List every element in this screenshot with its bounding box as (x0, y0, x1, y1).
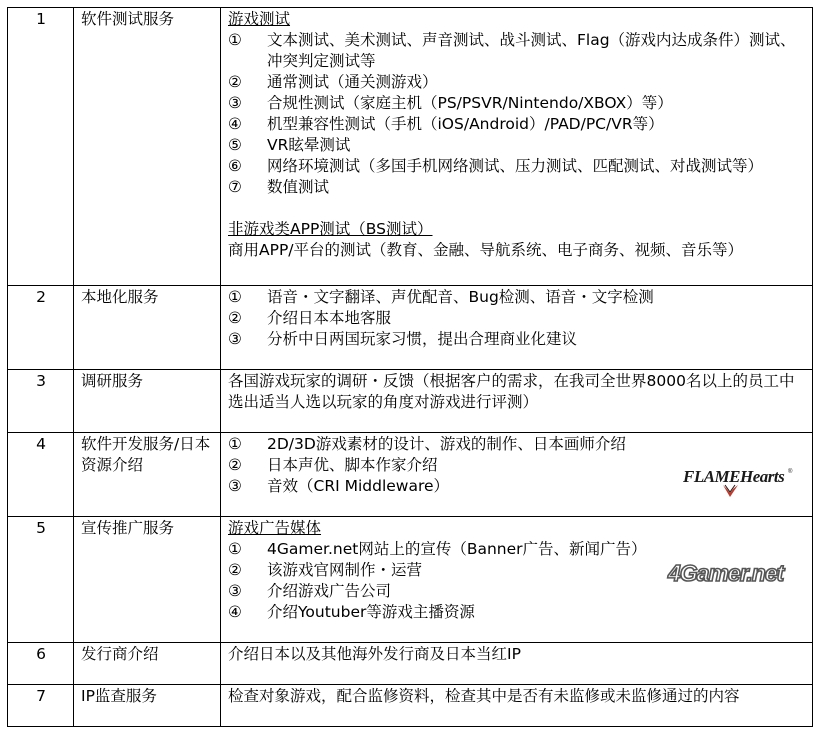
list-item-text: 通常测试（通关测游戏） (267, 73, 438, 91)
flamehearts-logo (681, 459, 799, 501)
service-content (221, 286, 813, 370)
list-marker: ⑥ (228, 157, 242, 175)
list-item-text: 该游戏官网制作・运营 (267, 561, 423, 579)
list-item (228, 329, 806, 350)
list-item (228, 156, 806, 177)
row-number: 7 (8, 685, 74, 727)
table-row (8, 8, 813, 286)
list-item-text: 4Gamer.net网站上的宣传（Banner广告、新闻广告） (267, 540, 647, 558)
service-name: 宣传推广服务 (74, 517, 221, 643)
list-item-text: 2D/3D游戏素材的设计、游戏的制作、日本画师介绍 (267, 435, 626, 453)
list-item (228, 177, 806, 198)
list-marker: ③ (228, 330, 242, 348)
row-number: 6 (8, 643, 74, 685)
list-item-text: 介绍游戏广告公司 (267, 582, 392, 600)
list-marker: ① (228, 540, 242, 558)
list-item-text: 数值测试 (267, 178, 330, 196)
list-item (228, 308, 806, 329)
list-marker: ② (228, 73, 242, 91)
service-content (221, 370, 813, 433)
list-marker: ③ (228, 477, 242, 495)
list-marker: ③ (228, 94, 242, 112)
svg-text:4Gamer.net: 4Gamer.net (668, 560, 784, 586)
service-content (221, 433, 813, 517)
list-marker: ① (228, 31, 242, 49)
list-marker: ① (228, 435, 242, 453)
list-item-text: 介绍Youtuber等游戏主播资源 (267, 603, 475, 621)
spacer (228, 198, 806, 219)
list-item (228, 114, 806, 135)
service-name: 软件测试服务 (74, 8, 221, 286)
table-row (8, 433, 813, 517)
services-table (7, 7, 813, 727)
list-item-text: 机型兼容性测试（手机（iOS/Android）/PAD/PC/VR等） (267, 115, 664, 133)
table-row (8, 643, 813, 685)
row-number: 3 (8, 370, 74, 433)
service-name: 发行商介绍 (74, 643, 221, 685)
list-item-text: 介绍日本本地客服 (267, 309, 392, 327)
table-row (8, 685, 813, 727)
list-item-text: 分析中日两国玩家习惯，提出合理商业化建议 (267, 330, 578, 348)
service-content (221, 517, 813, 643)
table-row (8, 517, 813, 643)
list-item (228, 30, 806, 72)
list-item-text: VR眩晕测试 (267, 136, 351, 154)
row-number: 1 (8, 8, 74, 286)
list-item (228, 434, 806, 455)
row-number: 4 (8, 433, 74, 517)
list-item-text: 语音・文字翻译、声优配音、Bug检测、语音・文字检测 (267, 288, 654, 306)
svg-text:®: ® (788, 469, 793, 475)
service-content (221, 8, 813, 286)
service-name: 调研服务 (74, 370, 221, 433)
section-title: 非游戏类APP测试（BS测试） (228, 220, 433, 238)
service-name: IP监查服务 (74, 685, 221, 727)
table-row (8, 286, 813, 370)
list-marker: ④ (228, 115, 242, 133)
list-marker: ① (228, 288, 242, 306)
service-text: 介绍日本以及其他海外发行商及日本当红IP (228, 645, 521, 663)
list-item (228, 287, 806, 308)
list-marker: ② (228, 561, 242, 579)
list-item (228, 93, 806, 114)
service-text: 各国游戏玩家的调研・反馈（根据客户的需求，在我司全世界8000名以上的员工中选出适当人选以玩家的角度对游戏进行评测） (228, 372, 795, 411)
row-number: 2 (8, 286, 74, 370)
row-number: 5 (8, 517, 74, 643)
svg-text:FLAMEHearts: FLAMEHearts (683, 467, 785, 486)
service-name: 软件开发服务/日本资源介绍 (74, 433, 221, 517)
list-marker: ② (228, 456, 242, 474)
4gamer-logo (666, 555, 804, 589)
list-marker: ⑤ (228, 136, 242, 154)
list-marker: ② (228, 309, 242, 327)
list-item (228, 135, 806, 156)
list-item-text: 音效（CRI Middleware） (267, 477, 450, 495)
list-item (228, 72, 806, 93)
section-title: 游戏广告媒体 (228, 519, 322, 537)
section-text: 商用APP/平台的测试（教育、金融、导航系统、电子商务、视频、音乐等） (228, 241, 744, 259)
list-item (228, 602, 806, 623)
service-name: 本地化服务 (74, 286, 221, 370)
list-marker: ④ (228, 603, 242, 621)
list-item-text: 日本声优、脚本作家介绍 (267, 456, 438, 474)
list-item-text: 网络环境测试（多国手机网络测试、压力测试、匹配测试、对战测试等） (267, 157, 764, 175)
list-item-text: 合规性测试（家庭主机（PS/PSVR/Nintendo/XBOX）等） (267, 94, 673, 112)
service-text: 检查对象游戏，配合监修资料，检查其中是否有未监修或未监修通过的内容 (228, 687, 740, 705)
list-marker: ③ (228, 582, 242, 600)
service-content (221, 685, 813, 727)
list-marker: ⑦ (228, 178, 242, 196)
list-item-text: 文本测试、美术测试、声音测试、战斗测试、Flag（游戏内达成条件）测试、冲突判定测试等 (267, 31, 796, 70)
table-row (8, 370, 813, 433)
service-content (221, 643, 813, 685)
section-title: 游戏测试 (228, 10, 291, 28)
